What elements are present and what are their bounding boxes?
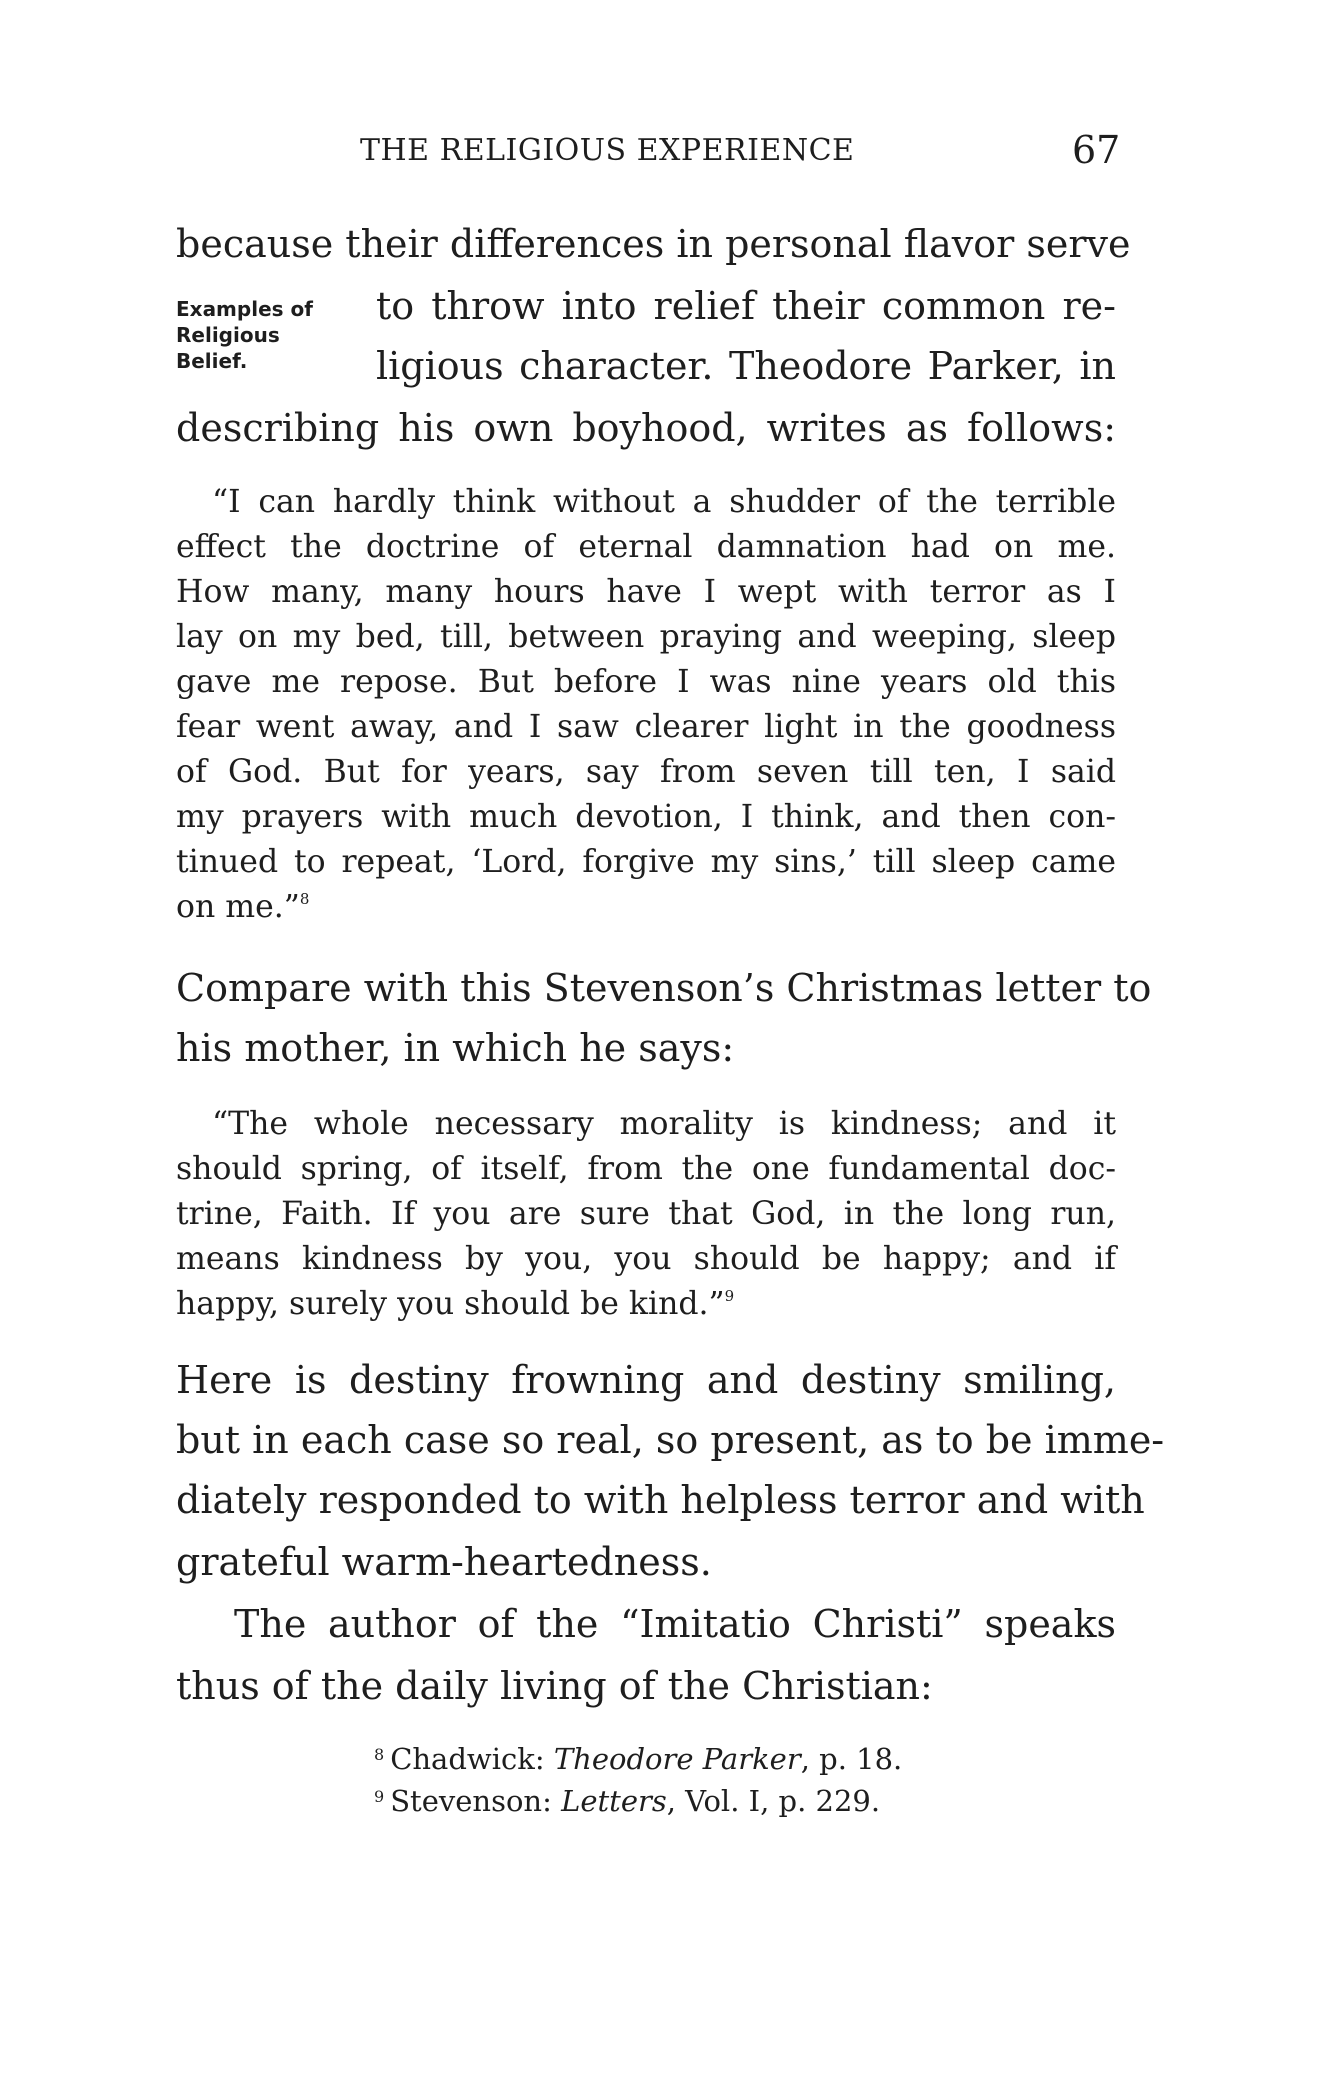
quote-line: of God. But for years, say from seven till ten, I said	[176, 754, 1116, 790]
margin-note-line: Religious	[176, 323, 280, 347]
footnote-marker: 8	[374, 1745, 385, 1764]
quote-line: gave me repose. But before I was nine years old this	[176, 664, 1116, 700]
quote-line: trine, Faith. If you are sure that God, in the long run,	[176, 1196, 1116, 1232]
footnote	[374, 1741, 902, 1777]
footnote-reference-detail: , p. 18.	[800, 1742, 903, 1776]
quote-line	[176, 887, 309, 927]
footnote-reference-detail: , Vol. I, p. 229.	[666, 1784, 881, 1818]
footnote-title: Letters	[561, 1784, 667, 1818]
paragraph-line: diately responded to with helpless terror and with	[176, 1478, 1145, 1522]
footnote-marker: 9	[374, 1787, 385, 1806]
footnote-author: Chadwick:	[390, 1742, 554, 1776]
quote-line: my prayers with much devotion, I think, and then con-	[176, 799, 1116, 835]
quote-line	[176, 1284, 734, 1324]
margin-note-line: Belief.	[176, 349, 248, 373]
paragraph-line: thus of the daily living of the Christian:	[176, 1664, 933, 1708]
paragraph-line: to throw into relief their common re-	[376, 284, 1116, 328]
margin-note-line: Examples of	[176, 297, 313, 321]
quote-line: effect the doctrine of eternal damnation had on me.	[176, 529, 1116, 565]
paragraph-line: Here is destiny frowning and destiny smiling,	[176, 1358, 1116, 1402]
page-number: 67	[1072, 128, 1121, 172]
paragraph-line: ligious character. Theodore Parker, in	[376, 344, 1116, 388]
margin-note	[176, 296, 356, 374]
paragraph-line: grateful warm-heartedness.	[176, 1540, 712, 1584]
quote-end-text: on me.”	[176, 889, 300, 925]
quote-end-text: happy, surely you should be kind.”	[176, 1286, 725, 1322]
footnote-reference: 8	[299, 890, 310, 908]
running-title: THE RELIGIOUS EXPERIENCE	[360, 133, 855, 168]
footnote-title: Theodore Parker	[553, 1742, 801, 1776]
quote-line: should spring, of itself, from the one fundamental doc-	[176, 1151, 1116, 1187]
paragraph-line: but in each case so real, so present, as to be imme-	[176, 1418, 1165, 1462]
quote-line: means kindness by you, you should be happy; and if	[176, 1241, 1116, 1277]
footnote-author: Stevenson:	[390, 1784, 562, 1818]
quote-line: fear went away, and I saw clearer light in the goodness	[176, 709, 1116, 745]
paragraph-line: The author of the “Imitatio Christi” speaks	[234, 1602, 1116, 1646]
quote-line: lay on my bed, till, between praying and weeping, sleep	[176, 619, 1116, 655]
footnote	[374, 1783, 880, 1819]
quote-line: “The whole necessary morality is kindness; and it	[212, 1106, 1116, 1142]
quote-line: tinued to repeat, ‘Lord, forgive my sins,’ till sleep came	[176, 844, 1116, 880]
quote-line: “I can hardly think without a shudder of the terrible	[212, 484, 1116, 520]
quote-line: How many, many hours have I wept with terror as I	[176, 574, 1116, 610]
footnote-reference: 9	[724, 1287, 735, 1305]
paragraph-line: his mother, in which he says:	[176, 1026, 735, 1070]
paragraph-line: Compare with this Stevenson’s Christmas letter to	[176, 966, 1152, 1010]
paragraph-line: describing his own boyhood, writes as follows:	[176, 406, 1116, 450]
paragraph-line: because their differences in personal flavor serve	[176, 222, 1131, 266]
